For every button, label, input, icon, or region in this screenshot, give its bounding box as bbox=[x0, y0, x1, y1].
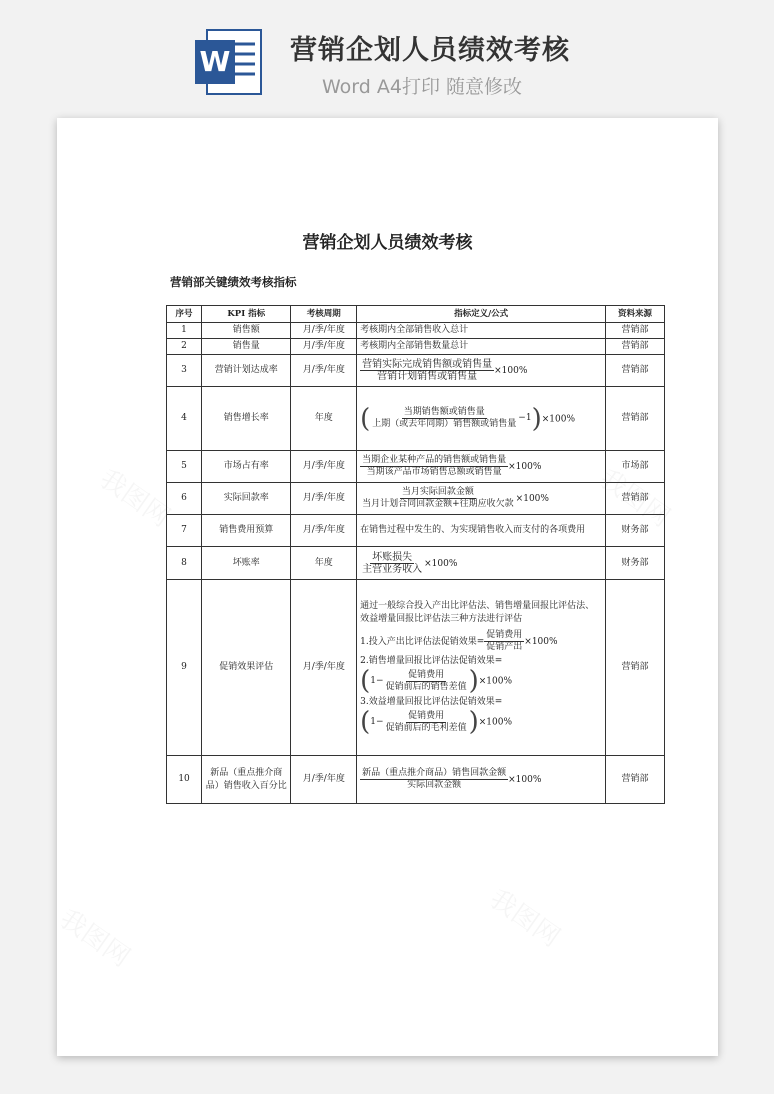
numerator: 当月实际回款金额 bbox=[401, 487, 474, 497]
denominator: 上期（或去年同期）销售额或销售量 bbox=[372, 419, 517, 429]
header-no: 序号 bbox=[167, 306, 202, 323]
one-minus: 1− bbox=[370, 716, 384, 727]
left-paren: ( bbox=[360, 707, 371, 737]
fraction bbox=[384, 711, 469, 734]
parenthesis-group bbox=[360, 668, 479, 694]
header-source: 资料来源 bbox=[606, 306, 665, 323]
denominator: 促销前后的毛利差值 bbox=[385, 722, 467, 733]
row-kpi: 新品（重点推介商品）销售收入百分比 bbox=[202, 756, 291, 804]
formula-tail: ×100% bbox=[524, 637, 558, 647]
parenthesis-group bbox=[360, 403, 542, 434]
row-formula bbox=[357, 483, 606, 515]
row-definition: 考核期内全部销售收入总计 bbox=[357, 323, 606, 339]
row-formula bbox=[357, 547, 606, 580]
watermark bbox=[483, 879, 568, 954]
table-row bbox=[167, 547, 665, 580]
numerator: 当期销售额或销售量 bbox=[403, 407, 485, 417]
header-definition: 指标定义/公式 bbox=[357, 306, 606, 323]
row-period: 月/季/年度 bbox=[291, 756, 357, 804]
row-source: 营销部 bbox=[606, 323, 665, 339]
table-row bbox=[167, 355, 665, 387]
document-title: 营销企划人员绩效考核 bbox=[302, 233, 473, 253]
row-period: 月/季/年度 bbox=[291, 323, 357, 339]
numerator: 促销费用 bbox=[486, 630, 523, 640]
row-definition: 考核期内全部销售数量总计 bbox=[357, 339, 606, 355]
row-kpi: 销售增长率 bbox=[202, 387, 291, 451]
fraction bbox=[360, 359, 494, 382]
row-kpi: 促销效果评估 bbox=[202, 580, 291, 756]
row-source: 营销部 bbox=[606, 339, 665, 355]
watermark bbox=[53, 899, 138, 974]
numerator: 新品（重点推介商品）销售回款金额 bbox=[362, 768, 507, 778]
row-no: 7 bbox=[167, 515, 202, 547]
row-no: 5 bbox=[167, 451, 202, 483]
banner-subtitle: Word A4打印 随意修改 bbox=[322, 76, 523, 98]
table-row bbox=[167, 483, 665, 515]
promo-intro: 通过一般综合投入产出比评估法、销售增量回报比评估法、效益增量回报比评估法三种方法进行评估 bbox=[360, 601, 595, 624]
formula-tail: ×100% bbox=[478, 717, 513, 728]
parenthesis-group bbox=[360, 709, 479, 735]
table-row bbox=[167, 580, 665, 756]
row-period: 月/季/年度 bbox=[291, 515, 357, 547]
right-paren: ) bbox=[531, 403, 542, 434]
denominator: 当期该产品市场销售总额或销售量 bbox=[366, 467, 502, 477]
word-file-icon bbox=[193, 26, 265, 98]
formula-tail: ×100% bbox=[478, 676, 513, 687]
table-row bbox=[167, 756, 665, 804]
row-kpi: 销售量 bbox=[202, 339, 291, 355]
table-row bbox=[167, 387, 665, 451]
left-paren: ( bbox=[360, 666, 371, 696]
table-row bbox=[167, 515, 665, 547]
row-kpi: 坏账率 bbox=[202, 547, 291, 580]
row-source: 财务部 bbox=[606, 515, 665, 547]
formula-minus: −1 bbox=[518, 413, 532, 423]
promo-method-2 bbox=[360, 668, 602, 694]
table-row bbox=[167, 451, 665, 483]
row-period: 月/季/年度 bbox=[291, 580, 357, 756]
banner-title: 营销企划人员绩效考核 bbox=[290, 35, 570, 66]
row-kpi: 销售额 bbox=[202, 323, 291, 339]
denominator: 主营业务收入 bbox=[362, 563, 423, 575]
row-no: 3 bbox=[167, 355, 202, 387]
row-period: 月/季/年度 bbox=[291, 355, 357, 387]
row-kpi: 营销计划达成率 bbox=[202, 355, 291, 387]
right-paren: ) bbox=[468, 707, 479, 737]
fraction bbox=[360, 487, 516, 510]
one-minus: 1− bbox=[370, 675, 384, 686]
row-period: 月/季/年度 bbox=[291, 339, 357, 355]
row-definition: 在销售过程中发生的、为实现销售收入而支付的各项费用 bbox=[357, 515, 606, 547]
row-source: 营销部 bbox=[606, 355, 665, 387]
method-label: 2.销售增量回报比评估法促销效果= bbox=[360, 656, 503, 666]
kpi-table bbox=[166, 305, 665, 804]
section-heading: 营销部关键绩效考核指标 bbox=[170, 275, 297, 289]
header-period: 考核周期 bbox=[291, 306, 357, 323]
denominator: 实际回款金额 bbox=[407, 780, 462, 790]
row-source: 营销部 bbox=[606, 387, 665, 451]
formula-tail: ×100% bbox=[541, 414, 576, 424]
row-formula bbox=[357, 580, 606, 756]
promo-method-3 bbox=[360, 709, 602, 735]
row-formula bbox=[357, 756, 606, 804]
numerator: 坏账损失 bbox=[372, 551, 413, 563]
denominator: 促销产出 bbox=[486, 642, 523, 652]
row-period: 年度 bbox=[291, 547, 357, 580]
banner bbox=[0, 0, 774, 110]
numerator: 当期企业某种产品的销售额或销售量 bbox=[362, 455, 507, 465]
formula-tail: ×100% bbox=[424, 558, 458, 569]
row-no: 6 bbox=[167, 483, 202, 515]
formula-tail: ×100% bbox=[508, 462, 542, 472]
table-header-row bbox=[167, 306, 665, 323]
row-source: 营销部 bbox=[606, 580, 665, 756]
row-source: 财务部 bbox=[606, 547, 665, 580]
row-no: 9 bbox=[167, 580, 202, 756]
method-label: 1.投入产出比评估法促销效果= bbox=[360, 637, 485, 647]
numerator: 营销实际完成销售额或销售量 bbox=[362, 359, 493, 370]
fraction bbox=[360, 768, 508, 791]
promo-method-1 bbox=[360, 630, 602, 653]
header-kpi: KPI 指标 bbox=[202, 306, 291, 323]
fraction bbox=[360, 455, 508, 478]
denominator: 当月计划合同回款金额+往期应收欠款 bbox=[362, 499, 514, 509]
numerator: 促销费用 bbox=[408, 669, 445, 680]
document-page bbox=[57, 118, 718, 1056]
row-no: 2 bbox=[167, 339, 202, 355]
left-paren: ( bbox=[360, 403, 371, 434]
word-icon-letter: W bbox=[199, 45, 231, 78]
fraction bbox=[484, 630, 524, 653]
row-source: 营销部 bbox=[606, 756, 665, 804]
numerator: 促销费用 bbox=[408, 710, 445, 721]
row-kpi: 销售费用预算 bbox=[202, 515, 291, 547]
row-no: 10 bbox=[167, 756, 202, 804]
formula-tail: ×100% bbox=[515, 494, 549, 504]
row-no: 1 bbox=[167, 323, 202, 339]
row-formula bbox=[357, 451, 606, 483]
row-period: 年度 bbox=[291, 387, 357, 451]
right-paren: ) bbox=[468, 666, 479, 696]
denominator: 促销前后的销售差值 bbox=[385, 681, 467, 692]
row-kpi: 实际回款率 bbox=[202, 483, 291, 515]
row-source: 营销部 bbox=[606, 483, 665, 515]
fraction bbox=[370, 407, 518, 430]
row-period: 月/季/年度 bbox=[291, 451, 357, 483]
formula-tail: ×100% bbox=[494, 366, 528, 376]
row-formula bbox=[357, 355, 606, 387]
row-kpi: 市场占有率 bbox=[202, 451, 291, 483]
fraction bbox=[384, 670, 469, 693]
formula-tail: ×100% bbox=[508, 775, 542, 785]
row-no: 8 bbox=[167, 547, 202, 580]
denominator: 营销计划销售或销售量 bbox=[377, 371, 478, 382]
row-formula bbox=[357, 387, 606, 451]
row-no: 4 bbox=[167, 387, 202, 451]
row-source: 市场部 bbox=[606, 451, 665, 483]
table-row bbox=[167, 323, 665, 339]
row-period: 月/季/年度 bbox=[291, 483, 357, 515]
fraction bbox=[360, 552, 424, 575]
method-label: 3.效益增量回报比评估法促销效果= bbox=[360, 697, 503, 707]
table-row bbox=[167, 339, 665, 355]
